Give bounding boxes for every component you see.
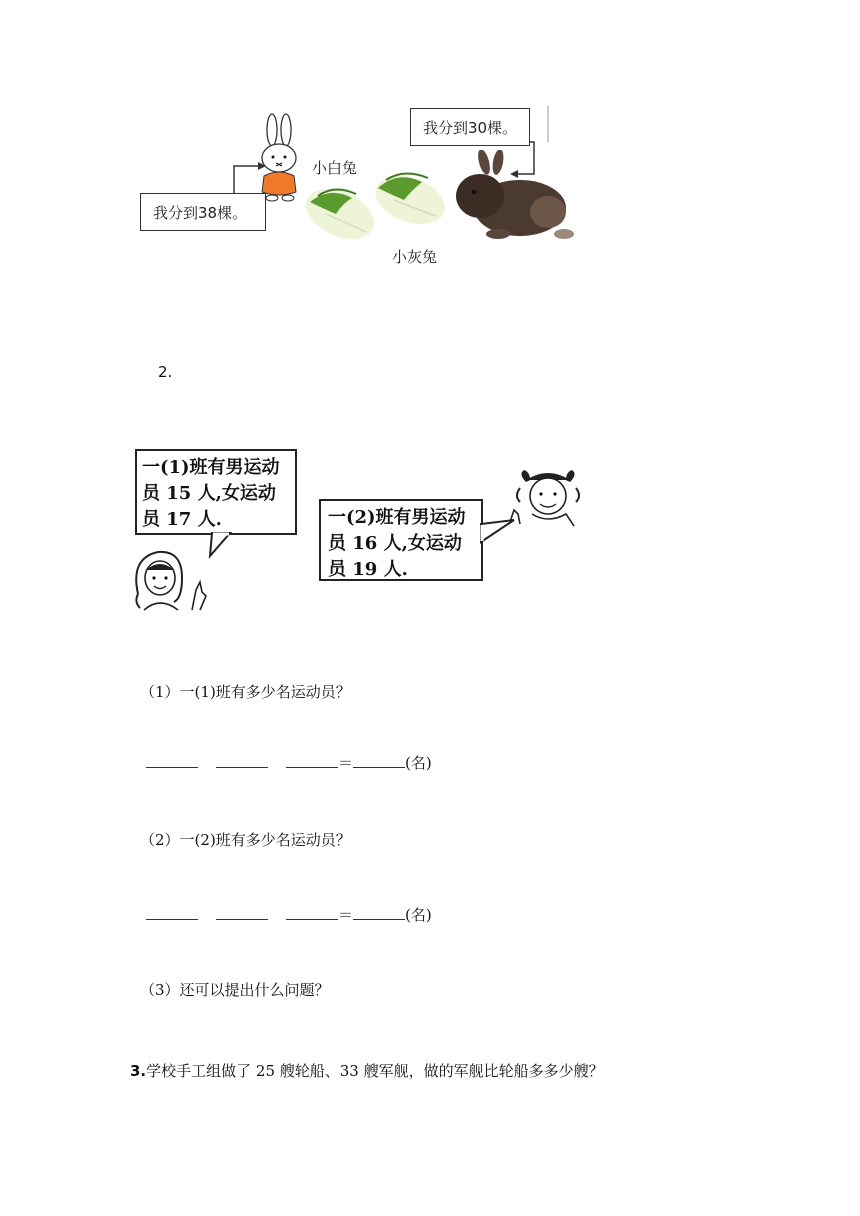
equals-sign: ＝ (338, 906, 354, 924)
bubble-1-line-1: 一(1)班有男运动 (142, 457, 280, 478)
question-2: （2）一(2)班有多少名运动员？ (140, 831, 351, 849)
blank[interactable] (216, 905, 268, 920)
equals-sign: ＝ (338, 754, 354, 772)
blank[interactable] (146, 753, 198, 768)
blank[interactable] (216, 753, 268, 768)
bubble-1-line-3: 员 17 人. (142, 509, 222, 530)
unit-label: (名) (405, 754, 432, 772)
bubble-2-line-3: 员 19 人. (328, 559, 408, 580)
problem-number: 2. (158, 363, 173, 381)
white-rabbit-speech-box (140, 193, 266, 231)
blank[interactable] (286, 905, 338, 920)
question-3: （3）还可以提出什么问题？ (140, 981, 330, 999)
answer-line-1 (146, 752, 432, 773)
gray-rabbit-speech: 我分到30棵。 (423, 119, 518, 137)
question-1: （1）一(1)班有多少名运动员？ (140, 683, 351, 701)
girl-2-illustration (506, 466, 592, 534)
white-rabbit-name: 小白兔 (312, 159, 358, 177)
blank[interactable] (353, 753, 405, 768)
girl-1-illustration (130, 548, 216, 614)
problem-3 (130, 1060, 604, 1081)
bubble-1-line-2: 员 15 人,女运动 (142, 483, 276, 504)
problem-3-text: 学校手工组做了 25 艘轮船、33 艘军舰，做的军舰比轮船多多少艘？ (146, 1062, 604, 1080)
gray-rabbit-speech-box (410, 108, 530, 146)
bubble-2-line-2: 员 16 人,女运动 (328, 533, 462, 554)
gray-rabbit-image (448, 150, 574, 242)
blank[interactable] (286, 753, 338, 768)
bubble-2-line-1: 一(2)班有男运动 (328, 507, 466, 528)
white-rabbit-speech: 我分到38棵。 (153, 204, 248, 222)
cabbage-image (370, 170, 450, 228)
problem-3-number: 3. (130, 1062, 147, 1080)
gray-rabbit-name: 小灰兔 (392, 248, 438, 266)
blank[interactable] (353, 905, 405, 920)
unit-label: (名) (405, 906, 432, 924)
blank[interactable] (146, 905, 198, 920)
cabbage-image (300, 184, 380, 242)
answer-line-2 (146, 904, 432, 925)
